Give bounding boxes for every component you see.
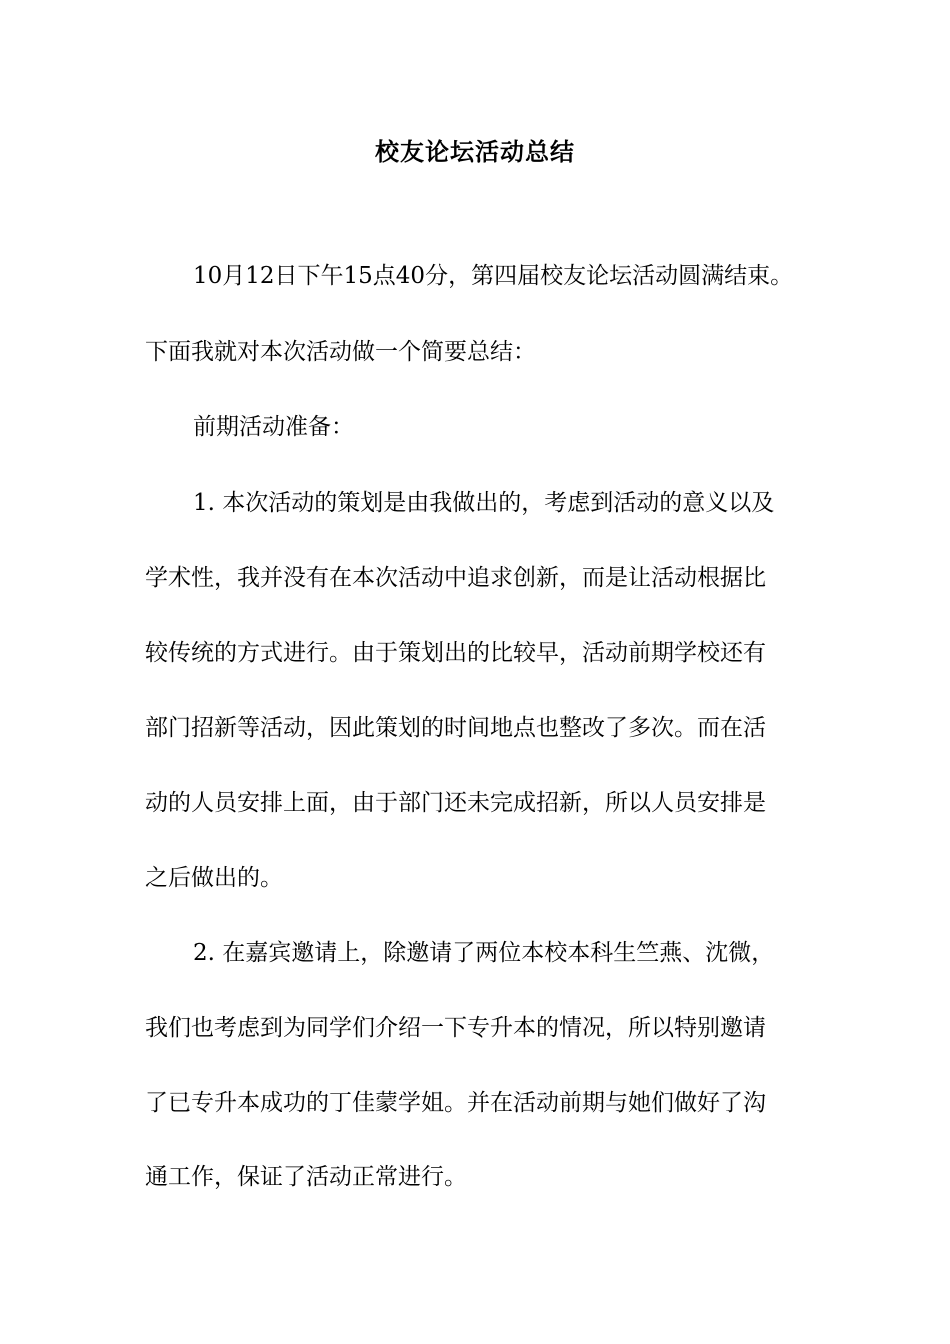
paragraph-line: 动的人员安排上面，由于部门还未完成招新，所以人员安排是 <box>145 790 766 816</box>
section-heading: 前期活动准备： <box>193 414 354 440</box>
paragraph-line: 较传统的方式进行。由于策划出的比较早，活动前期学校还有 <box>145 640 766 666</box>
paragraph-line: 之后做出的。 <box>145 865 283 891</box>
paragraph-line: 下面我就对本次活动做一个简要总结： <box>145 339 536 365</box>
paragraph-line: 我们也考虑到为同学们介绍一下专升本的情况，所以特别邀请 <box>145 1015 766 1041</box>
paragraph-line: 了已专升本成功的丁佳蒙学姐。并在活动前期与她们做好了沟 <box>145 1090 766 1116</box>
paragraph-line: 2. 在嘉宾邀请上，除邀请了两位本校本科生竺燕、沈微， <box>193 940 775 966</box>
paragraph-line: 通工作，保证了活动正常进行。 <box>145 1164 467 1190</box>
paragraph-line: 1. 本次活动的策划是由我做出的，考虑到活动的意义以及 <box>193 490 775 516</box>
document-title: 校友论坛活动总结 <box>375 137 575 166</box>
paragraph-line: 学术性，我并没有在本次活动中追求创新，而是让活动根据比 <box>145 565 766 591</box>
paragraph-line: 10月12日下午15点40分，第四届校友论坛活动圆满结束。 <box>193 263 794 289</box>
paragraph-line: 部门招新等活动，因此策划的时间地点也整改了多次。而在活 <box>145 715 766 741</box>
